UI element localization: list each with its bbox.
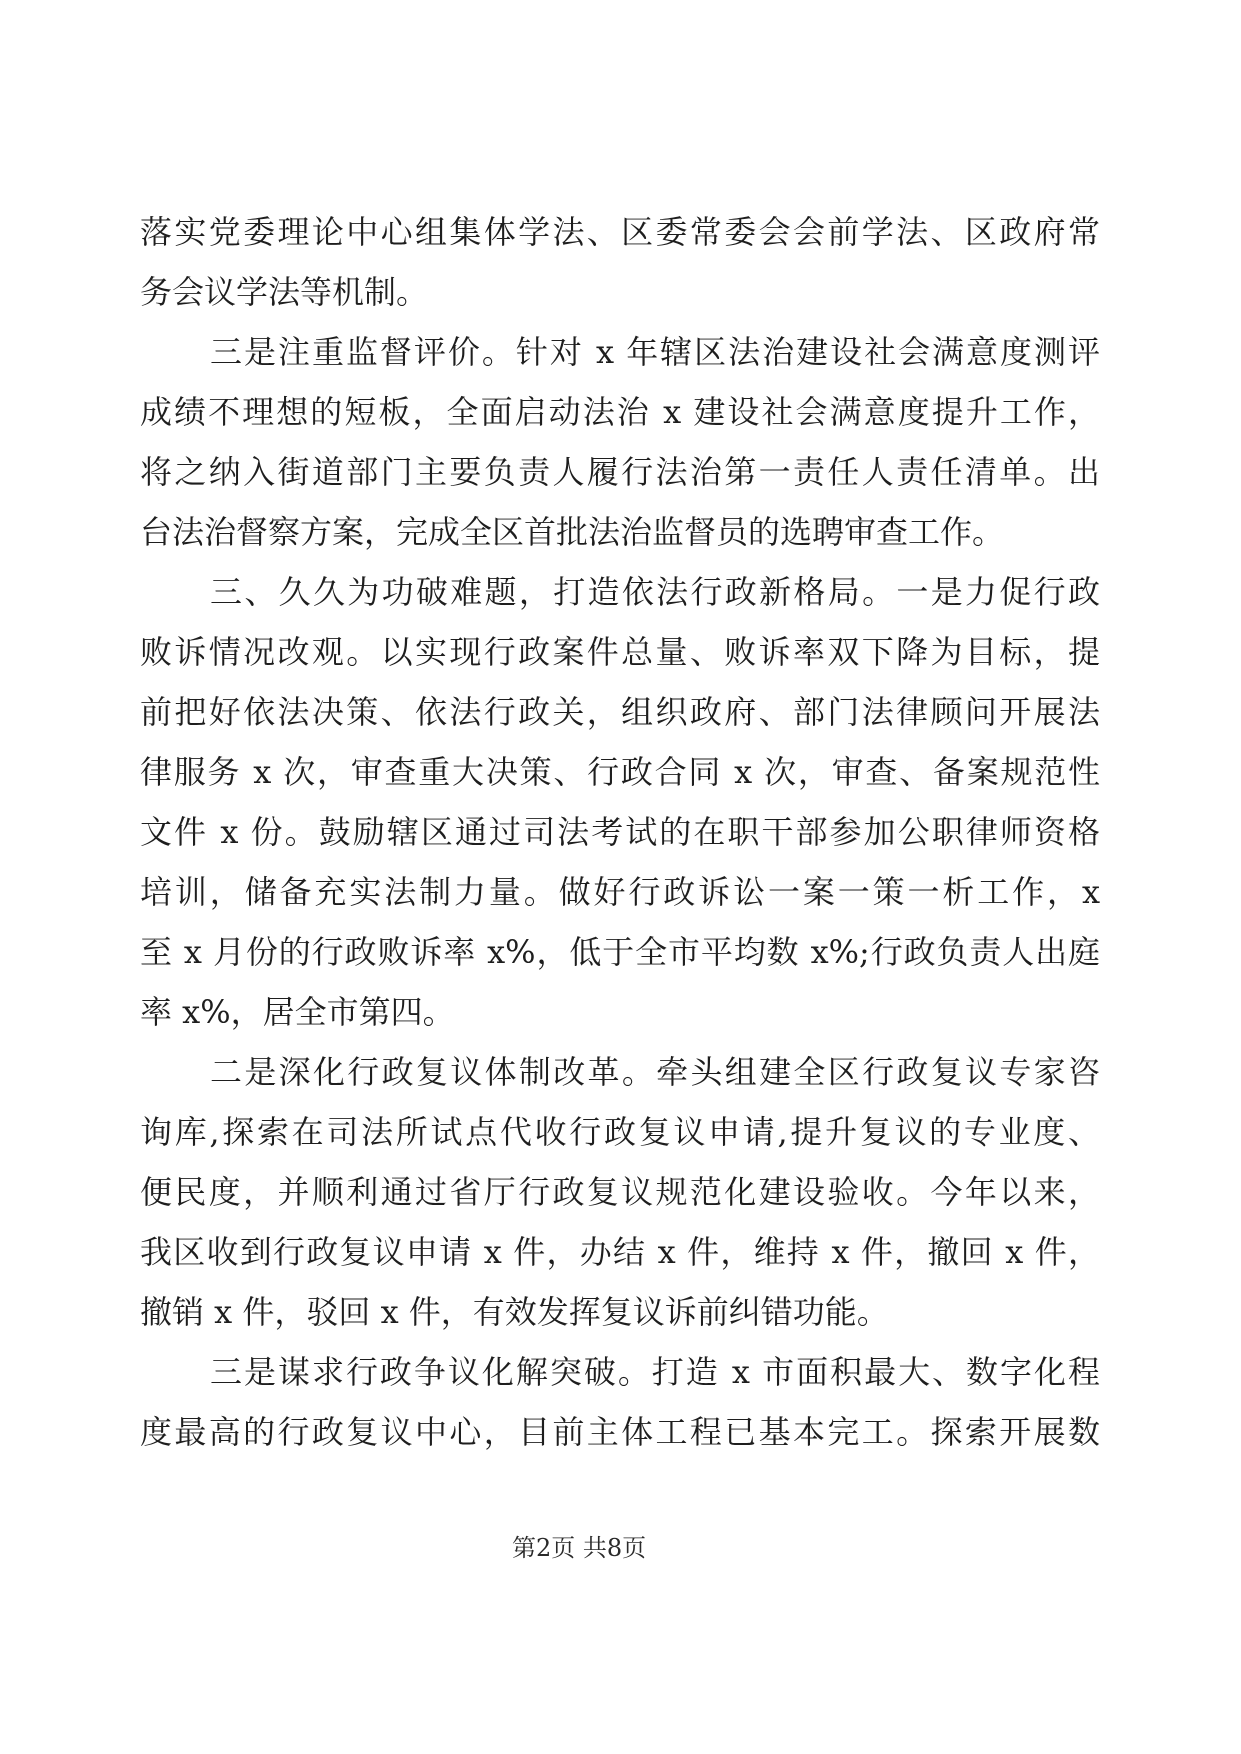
text-line: 成绩不理想的短板，全面启动法治 x 建设社会满意度提升工作， — [140, 393, 1100, 431]
paragraph-first-line: 二是深化行政复议体制改革。牵头组建全区行政复议专家咨 — [210, 1053, 1100, 1091]
paragraph-first-line: 三是谋求行政争议化解突破。打造 x 市面积最大、数字化程 — [210, 1353, 1100, 1391]
text-line: 率 x%，居全市第四。 — [140, 993, 455, 1031]
text-line: 将之纳入街道部门主要负责人履行法治第一责任人责任清单。出 — [140, 453, 1100, 491]
text-line: 培训，储备充实法制力量。做好行政诉讼一案一策一析工作，x — [140, 873, 1100, 911]
paragraph-first-line: 三、久久为功破难题，打造依法行政新格局。一是力促行政 — [210, 573, 1100, 611]
text-line: 询库,探索在司法所试点代收行政复议申请,提升复议的专业度、 — [140, 1113, 1100, 1151]
text-line: 律服务 x 次，审查重大决策、行政合同 x 次，审查、备案规范性 — [140, 753, 1100, 791]
text-line: 前把好依法决策、依法行政关，组织政府、部门法律顾问开展法 — [140, 693, 1100, 731]
page-number-footer: 第2页 共8页 — [512, 1534, 647, 1562]
body-text — [140, 202, 1100, 1462]
paragraph-first-line: 三是注重监督评价。针对 x 年辖区法治建设社会满意度测评 — [210, 333, 1100, 371]
text-line: 文件 x 份。鼓励辖区通过司法考试的在职干部参加公职律师资格 — [140, 813, 1100, 851]
text-line: 至 x 月份的行政败诉率 x%，低于全市平均数 x%;行政负责人出庭 — [140, 933, 1100, 971]
text-line: 撤销 x 件，驳回 x 件，有效发挥复议诉前纠错功能。 — [140, 1293, 889, 1331]
text-line: 我区收到行政复议申请 x 件，办结 x 件，维持 x 件，撤回 x 件， — [140, 1233, 1100, 1271]
text-line: 落实党委理论中心组集体学法、区委常委会会前学法、区政府常 — [140, 213, 1100, 251]
text-line: 便民度，并顺利通过省厅行政复议规范化建设验收。今年以来， — [140, 1173, 1100, 1211]
text-line: 务会议学法等机制。 — [140, 273, 429, 311]
text-line: 败诉情况改观。以实现行政案件总量、败诉率双下降为目标，提 — [140, 633, 1100, 671]
text-line: 台法治督察方案，完成全区首批法治监督员的选聘审查工作。 — [140, 513, 1005, 551]
text-line: 度最高的行政复议中心，目前主体工程已基本完工。探索开展数 — [140, 1413, 1100, 1451]
